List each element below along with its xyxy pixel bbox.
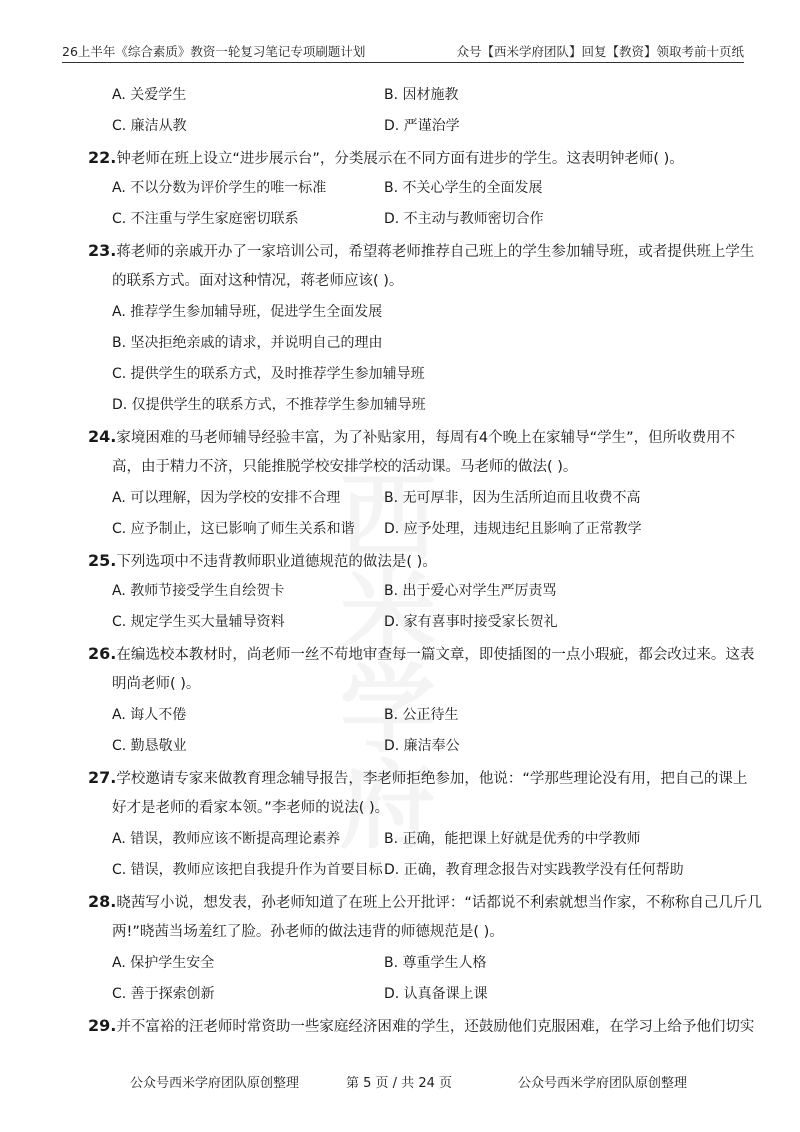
question-number: 27. — [88, 768, 117, 787]
question-block — [88, 762, 748, 886]
question-block — [88, 235, 755, 421]
question-stem-text: 晓茜写小说，想发表，孙老师知道了在班上公开批评：“话都说不利索就想当作家，不称称自己几斤几 — [116, 895, 762, 911]
option-c: C. 勤恳敬业 — [112, 738, 187, 754]
option-d: D. 不主动与教师密切合作 — [384, 211, 544, 227]
option-b: B. 公正待生 — [384, 707, 459, 723]
option-c: C. 应予制止，这已影响了师生关系和谐 — [112, 521, 355, 537]
question-stem-line — [88, 142, 748, 173]
option-row — [88, 731, 748, 762]
question-stem-line — [88, 793, 748, 824]
question-block — [88, 421, 748, 545]
option-a: A. 关爱学生 — [112, 87, 187, 103]
option-c: C. 规定学生买大量辅导资料 — [112, 614, 285, 630]
option-d: D. 廉洁奉公 — [384, 738, 460, 754]
question-block — [88, 886, 762, 1010]
option-row — [88, 483, 748, 514]
question-stem-text: 学校邀请专家来做教育理念辅导报告，李老师拒绝参加，他说：“学那些理论没有用，把自己的课上 — [116, 771, 748, 787]
option-a: A. 保护学生安全 — [112, 955, 215, 971]
question-stem-text: 下列选项中不违背教师职业道德规范的做法是( )。 — [116, 554, 437, 570]
option-b: B. 出于爱心对学生严厉责骂 — [384, 583, 557, 599]
question-stem-line — [88, 917, 748, 948]
option-d: D. 严谨治学 — [384, 118, 460, 134]
question-number: 25. — [88, 551, 117, 570]
question-number: 26. — [88, 644, 117, 663]
question-number: 24. — [88, 427, 117, 446]
question-stem-text: 钟老师在班上设立“进步展示台”，分类展示在不同方面有进步的学生。这表明钟老师( )。 — [116, 151, 684, 167]
option-a: A. 诲人不倦 — [112, 707, 187, 723]
question-block — [88, 1010, 755, 1041]
question-stem-line — [88, 235, 755, 266]
option-b: B. 不关心学生的全面发展 — [384, 180, 543, 196]
option-d: D. 仅提供学生的联系方式，不推荐学生参加辅导班 — [112, 397, 426, 413]
option-a: A. 可以理解，因为学校的安排不合理 — [112, 490, 341, 506]
option-b: B. 正确，能把课上好就是优秀的中学教师 — [384, 831, 641, 847]
question-stem-text: 好才是老师的看家本领。”李老师的说法( )。 — [112, 800, 390, 816]
question-stem-text: 蒋老师的亲戚开办了一家培训公司，希望蒋老师推荐自己班上的学生参加辅导班，或者提供班上学生 — [116, 244, 755, 260]
option-a: A. 错误，教师应该不断提高理论素养 — [112, 831, 341, 847]
option-row — [88, 514, 748, 545]
option-d: D. 应予处理，违规违纪且影响了正常教学 — [384, 521, 642, 537]
question-block — [88, 142, 748, 235]
question-stem-line — [88, 638, 755, 669]
option-c: C. 善于探索创新 — [112, 986, 215, 1002]
question-block — [88, 638, 755, 762]
option-row — [88, 855, 748, 886]
option-row — [88, 173, 748, 204]
option-d: D. 认真备课上课 — [384, 986, 488, 1002]
option-c: C. 廉洁从教 — [112, 118, 187, 134]
footer-left-text: 公众号西米学府团队原创整理 — [130, 1076, 300, 1091]
option-d: D. 家有喜事时接受家长贺礼 — [384, 614, 558, 630]
prev-question-options — [88, 80, 748, 142]
question-stem-text: 家境困难的马老师辅导经验丰富，为了补贴家用，每周有4个晚上在家辅导“学生”，但所收费用不 — [116, 430, 736, 446]
option-row — [88, 824, 748, 855]
question-stem-line — [88, 421, 748, 452]
question-stem-text: 在编选校本教材时，尚老师一丝不苟地审查每一篇文章，即使插图的一点小瑕疵，都会改过来。这表 — [116, 647, 755, 663]
option-row — [88, 700, 748, 731]
option-c: C. 不注重与学生家庭密切联系 — [112, 211, 299, 227]
question-list — [88, 80, 762, 1041]
question-stem-line — [88, 669, 748, 700]
question-number: 29. — [88, 1016, 117, 1035]
option-c: C. 错误，教师应该把自我提升作为首要目标 — [112, 862, 383, 878]
option-b: B. 因材施教 — [384, 87, 459, 103]
option-a: A. 推荐学生参加辅导班，促进学生全面发展 — [112, 304, 383, 320]
option-row — [88, 948, 748, 979]
option-b: B. 坚决拒绝亲戚的请求，并说明自己的理由 — [112, 335, 383, 351]
page-footer — [0, 1072, 800, 1092]
question-number: 22. — [88, 148, 117, 167]
option-row — [88, 607, 748, 638]
question-stem-line — [88, 886, 762, 917]
header-left-text: 26上半年《综合素质》教资一轮复习笔记专项刷题计划 — [62, 44, 366, 59]
question-stem-text: 两!”晓茜当场羞红了脸。孙老师的做法违背的师德规范是( )。 — [112, 924, 504, 940]
option-a: A. 教师节接受学生自绘贺卡 — [112, 583, 285, 599]
question-stem-line — [88, 545, 748, 576]
option-row — [88, 204, 748, 235]
option-row — [88, 979, 748, 1010]
option-b: B. 无可厚非，因为生活所迫而且收费不高 — [384, 490, 641, 506]
question-stem-line — [88, 762, 748, 793]
footer-right-text: 公众号西米学府团队原创整理 — [518, 1076, 688, 1091]
question-number: 28. — [88, 892, 117, 911]
page-header — [62, 40, 744, 63]
question-number: 23. — [88, 241, 117, 260]
header-right-text: 众号【西米学府团队】回复【教资】领取考前十页纸 — [456, 44, 744, 59]
question-stem-text: 的联系方式。面对这种情况，蒋老师应该( )。 — [112, 273, 404, 289]
option-d: D. 正确，教育理念报告对实践教学没有任何帮助 — [384, 862, 684, 878]
question-stem-line — [88, 452, 748, 483]
option-c: C. 提供学生的联系方式，及时推荐学生参加辅导班 — [112, 366, 425, 382]
option-b: B. 尊重学生人格 — [384, 955, 487, 971]
question-stem-text: 并不富裕的汪老师时常资助一些家庭经济困难的学生，还鼓励他们克服困难，在学习上给予他们切实 — [116, 1019, 755, 1035]
option-a: A. 不以分数为评价学生的唯一标准 — [112, 180, 327, 196]
question-stem-text: 明尚老师( )。 — [112, 676, 201, 692]
question-block — [88, 545, 748, 638]
question-stem-text: 高，由于精力不济，只能推脱学校安排学校的活动课。马老师的做法( )。 — [112, 459, 578, 475]
question-stem-line — [88, 266, 748, 297]
option-row — [88, 576, 748, 607]
page-number: 第 5 页 / 共 24 页 — [346, 1076, 452, 1091]
question-stem-line — [88, 1010, 755, 1041]
